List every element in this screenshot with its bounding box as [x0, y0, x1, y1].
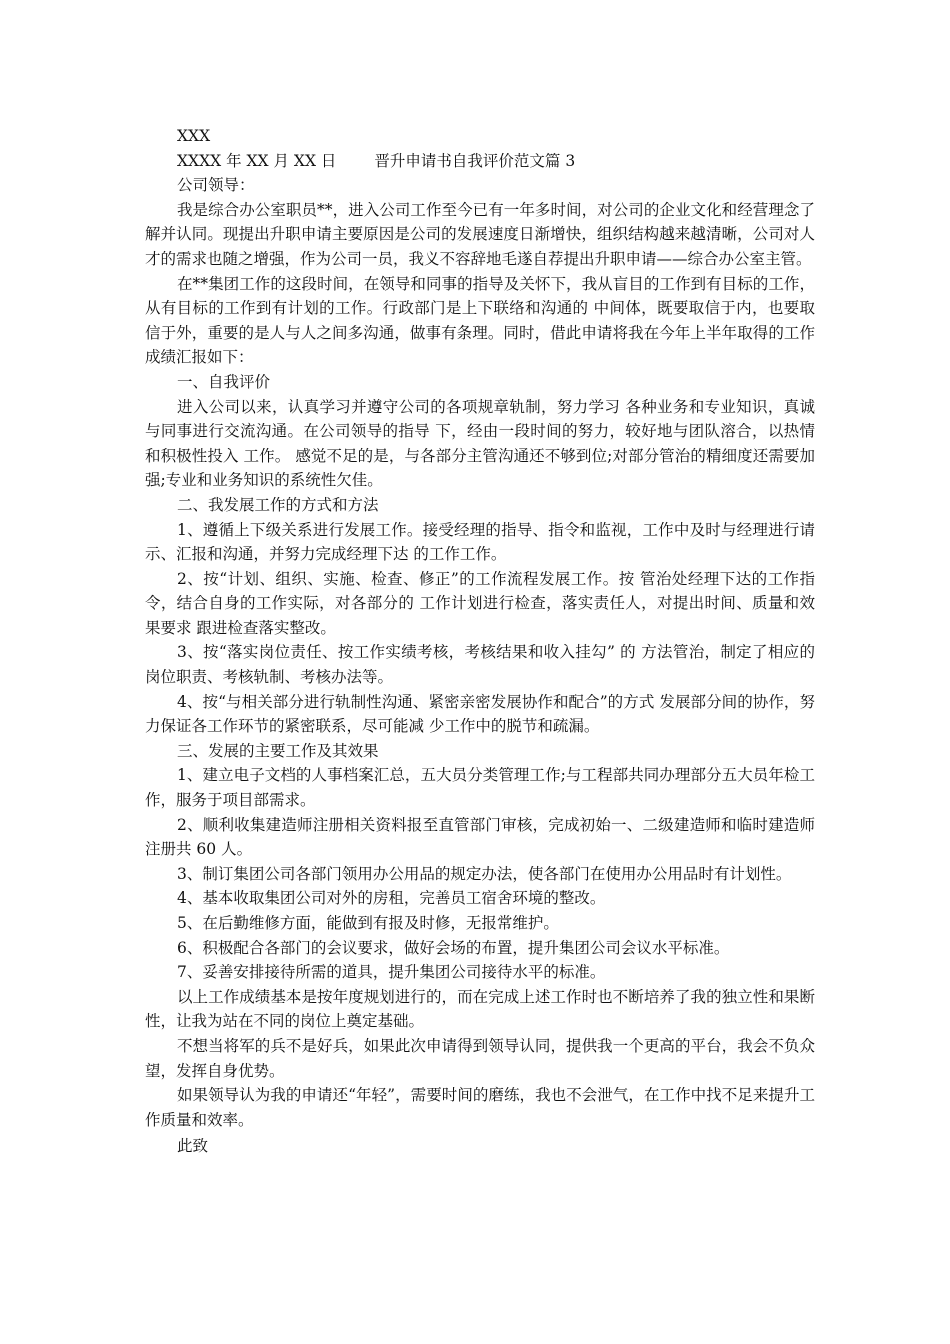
section3-item: 4、基本收取集团公司对外的房租，完善员工宿舍环境的整改。 — [177, 889, 606, 908]
document-title: 晋升申请书自我评价范文篇 3 — [374, 151, 576, 170]
section3-item: 7、妥善安排接待所需的道具，提升集团公司接待水平的标准。 — [177, 963, 606, 982]
section3-item: 3、制订集团公司各部门领用办公用品的规定办法，使各部门在使用办公用品时有计划性。 — [177, 864, 792, 883]
section1-text: 进入公司以来，认真学习并遵守公司的各项规章轨制，努力学习 各种业务和专业知识，真诚与同事进行交流沟通。在公司领导的指导 下，经由一段时间的努力，较好地与团队溶合，以热情和积极性投入 工作。 感觉不足的是，与各部分主管沟通还不够到位;对部分管治的精细度还需要加强;专业和业务知识的系统性欠佳。 — [145, 397, 815, 490]
section3-heading: 三、发展的主要工作及其效果 — [177, 741, 379, 760]
conclusion-paragraph: 不想当将军的兵不是好兵，如果此次申请得到领导认同，提供我一个更高的平台，我会不负众望，发挥自身优势。 — [145, 1036, 815, 1080]
conclusion-paragraph: 以上工作成绩基本是按年度规划进行的，而在完成上述工作时也不断培养了我的独立性和果断性，让我为站在不同的岗位上奠定基础。 — [145, 987, 815, 1031]
date-title-line — [145, 149, 815, 174]
closing-salutation: 此致 — [177, 1137, 209, 1156]
section3-item: 5、在后勤维修方面，能做到有报及时修，无报常维护。 — [177, 914, 559, 932]
greeting: 公司领导： — [177, 176, 255, 195]
section2-item: 2、按“计划、组织、实施、检查、修正”的工作流程发展工作。按 管治处经理下达的工作指令，结合自身的工作实际，对各部分的 工作计划进行检查，落实责任人，对提出时间、质量和效果要求 跟进检查落实整改。 — [145, 569, 815, 637]
section2-item: 3、按“落实岗位责任、按工作实绩考核，考核结果和收入挂勾” 的 方法管治，制定了相应的岗位职责、考核轨制、考核办法等。 — [145, 643, 815, 687]
section1-heading: 一、自我评价 — [177, 372, 271, 391]
section2-item: 4、按“与相关部分进行轨制性沟通、紧密亲密发展协作和配合”的方式 发展部分间的协作，努力保证各工作环节的紧密联系，尽可能减 少工作中的脱节和疏漏。 — [145, 692, 815, 736]
document-date: XXXX 年 XX 月 XX 日 — [177, 151, 337, 170]
section2-item: 1、遵循上下级关系进行发展工作。接受经理的指导、指令和监视，工作中及时与经理进行请示、汇报和沟通，并努力完成经理下达 的工作工作。 — [145, 520, 815, 564]
document-body — [145, 124, 815, 1159]
intro-paragraph: 我是综合办公室职员**，进入公司工作至今已有一年多时间，对公司的企业文化和经营理念了解并认同。现提出升职申请主要原因是公司的发展速度日渐增快，组织结构越来越清晰，公司对人才的需求也随之增强，作为公司一员，我义不容辞地毛遂自荐提出升职申请——综合办公室主管。 — [145, 200, 815, 268]
section3-item: 6、积极配合各部门的会议要求，做好会场的布置，提升集团公司会议水平标准。 — [177, 938, 730, 957]
conclusion-paragraph: 如果领导认为我的申请还“年轻”，需要时间的磨练，我也不会泄气，在工作中找不足来提升工作质量和效率。 — [145, 1086, 815, 1129]
section2-heading: 二、我发展工作的方式和方法 — [177, 495, 379, 514]
sender-name: XXX — [177, 127, 211, 145]
section3-item: 1、建立电子文档的人事档案汇总，五大员分类管理工作;与工程部共同办理部分五大员年检工作，服务于项目部需求。 — [145, 766, 815, 810]
section3-item: 2、顺利收集建造师注册相关资料报至直管部门审核，完成初始一、二级建造师和临时建造师注册共 60 人。 — [145, 815, 815, 859]
background-paragraph: 在**集团工作的这段时间，在领导和同事的指导及关怀下，我从盲目的工作到有目标的工作，从有目标的工作到有计划的工作。行政部门是上下联络和沟通的 中间体，既要取信于内，也要取信于外，重要的是人与人之间多沟通，做事有条理。同时，借此申请将我在今年上半年取得的工作成绩汇报如下： — [145, 274, 815, 367]
